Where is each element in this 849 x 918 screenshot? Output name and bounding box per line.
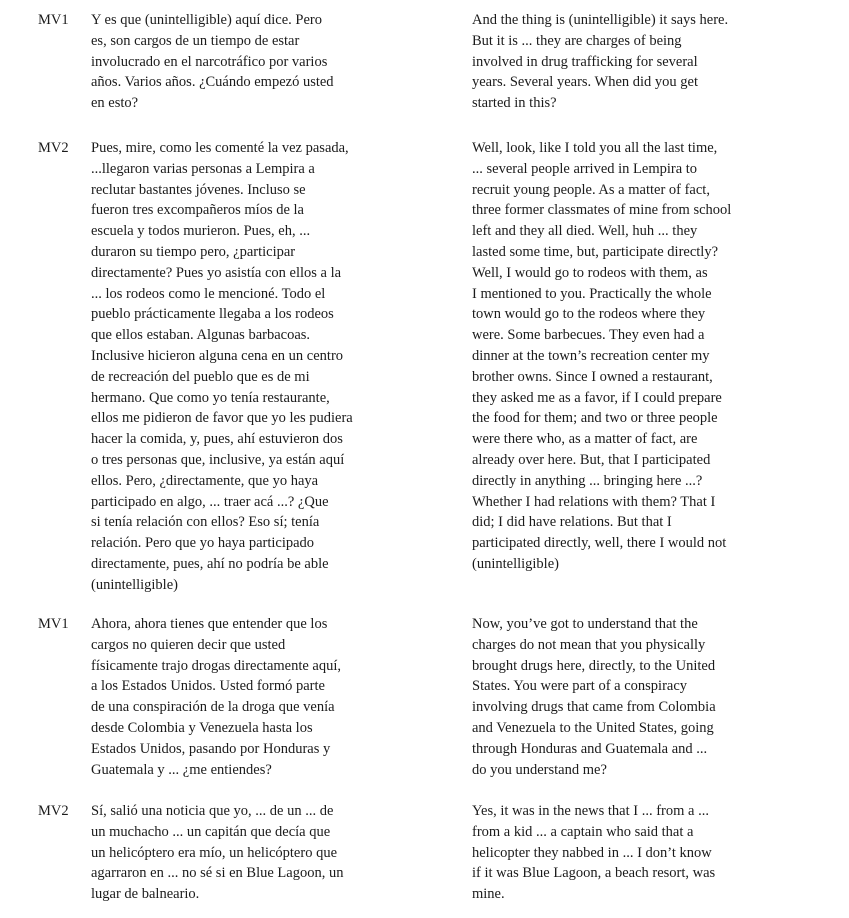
spanish-line: a los Estados Unidos. Usted formó parte [91,678,325,695]
english-line: three former classmates of mine from school [472,202,732,219]
english-line: did; I did have relations. But that I [472,514,672,531]
english-line: through Honduras and Guatemala and ... [472,740,708,757]
spanish-line: desde Colombia y Venezuela hasta los [91,719,313,736]
english-line: involved in drug trafficking for several [472,53,698,70]
english-line: town would go to the rodeos where they [472,306,706,323]
spanish-line: ... los rodeos como le mencioné. Todo el [91,285,326,302]
english-line: involving drugs that came from Colombia [472,699,716,716]
spanish-line: hacer la comida, y, pues, ahí estuvieron dos [91,431,343,448]
spanish-line: de una conspiración de la droga que venía [91,699,335,716]
spanish-line: duraron su tiempo pero, ¿participar [91,243,296,260]
english-line: brother owns. Since I owned a restaurant, [472,368,713,385]
spanish-line: años. Varios años. ¿Cuándo empezó usted [91,74,334,91]
spanish-line: (unintelligible) [91,576,178,593]
speaker-label: MV1 [38,616,69,632]
speaker-label: MV2 [38,140,69,156]
english-text [472,801,822,905]
spanish-line: un helicóptero era mío, un helicóptero que [91,844,338,861]
english-line: Whether I had relations with them? That I [472,493,716,510]
spanish-line: Guatemala y ... ¿me entiendes? [91,761,272,778]
english-line: lasted some time, but, participate directly? [472,243,719,260]
spanish-line: ellos me pidieron de favor que yo les pudiera [91,410,353,427]
english-line: But it is ... they are charges of being [472,32,682,49]
english-line: were there who, as a matter of fact, are [472,431,698,448]
english-line: ... several people arrived in Lempira to [472,160,698,177]
spanish-text [91,138,441,596]
spanish-line: agarraron en ... no sé si en Blue Lagoon, un [91,865,344,882]
english-text [472,138,822,575]
english-line: were. Some barbecues. They even had a [472,327,705,344]
english-line: helicopter they nabbed in ... I don’t know [472,844,712,861]
english-line: directly in anything ... bringing here ...? [472,472,703,489]
english-line: they asked me as a favor, if I could prepare [472,389,722,406]
spanish-line: Inclusive hicieron alguna cena en un centro [91,347,344,364]
spanish-line: en esto? [91,95,139,112]
spanish-line: Pues, mire, como les comenté la vez pasada, [91,140,349,156]
english-text [472,10,822,114]
english-line: Well, I would go to rodeos with them, as [472,264,708,281]
spanish-line: es, son cargos de un tiempo de estar [91,32,300,49]
english-line: (unintelligible) [472,555,559,572]
spanish-line: de recreación del pueblo que es de mi [91,368,310,385]
english-line: left and they all died. Well, huh ... they [472,223,698,240]
english-line: And the thing is (unintelligible) it says here. [472,12,729,28]
english-line: dinner at the town’s recreation center my [472,347,710,364]
english-line: recruit young people. As a matter of fact, [472,181,710,198]
english-line: Now, you’ve got to understand that the [472,616,698,632]
spanish-line: Sí, salió una noticia que yo, ... de un ... de [91,803,334,819]
english-line: if it was Blue Lagoon, a beach resort, was [472,865,716,882]
spanish-line: pueblo prácticamente llegaba a los rodeos [91,306,334,323]
spanish-line: o tres personas que, inclusive, ya están aquí [91,451,345,468]
spanish-line: escuela y todos murieron. Pues, eh, ... [91,223,311,240]
spanish-line: un muchacho ... un capitán que decía que [91,823,331,840]
english-line: started in this? [472,95,557,112]
english-line: States. You were part of a conspiracy [472,678,688,695]
spanish-line: Ahora, ahora tienes que entender que los [91,616,328,632]
english-line: and Venezuela to the United States, going [472,719,714,736]
speaker-label: MV2 [38,803,69,819]
english-line: charges do not mean that you physically [472,636,706,653]
spanish-line: ellos. Pero, ¿directamente, que yo haya [91,472,319,489]
spanish-line: fueron tres excompañeros míos de la [91,202,304,219]
spanish-line: reclutar bastantes jóvenes. Incluso se [91,181,306,198]
spanish-line: Y es que (unintelligible) aquí dice. Pero [91,12,322,28]
spanish-line: participado en algo, ... traer acá ...? ¿Que [91,493,329,510]
english-line: brought drugs here, directly, to the United [472,657,716,674]
spanish-text [91,801,441,905]
spanish-line: Estados Unidos, pasando por Honduras y [91,740,331,757]
spanish-text [91,614,441,780]
english-line: I mentioned to you. Practically the whole [472,285,712,302]
spanish-line: lugar de balneario. [91,886,200,903]
spanish-line: directamente, pues, ahí no podría be able [91,555,329,572]
english-line: participated directly, well, there I would not [472,535,727,552]
english-line: mine. [472,886,505,903]
spanish-line: directamente? Pues yo asistía con ellos a la [91,264,342,281]
spanish-line: cargos no quieren decir que usted [91,636,286,653]
spanish-line: que ellos estaban. Algunas barbacoas. [91,327,311,344]
english-line: do you understand me? [472,761,607,778]
english-line: Yes, it was in the news that I ... from a ... [472,803,709,819]
speaker-label: MV1 [38,12,69,28]
spanish-line: ...llegaron varias personas a Lempira a [91,160,315,177]
english-line: years. Several years. When did you get [472,74,699,91]
spanish-line: hermano. Que como yo tenía restaurante, [91,389,330,406]
spanish-line: si tenía relación con ellos? Eso sí; tenía [91,514,320,531]
english-line: already over here. But, that I participated [472,451,711,468]
spanish-line: relación. Pero que yo haya participado [91,535,315,552]
spanish-text [91,10,441,114]
english-line: from a kid ... a captain who said that a [472,823,694,840]
spanish-line: involucrado en el narcotráfico por varios [91,53,328,70]
english-line: Well, look, like I told you all the last time, [472,140,718,156]
spanish-line: físicamente trajo drogas directamente aquí, [91,657,342,674]
english-line: the food for them; and two or three people [472,410,718,427]
english-text [472,614,822,780]
